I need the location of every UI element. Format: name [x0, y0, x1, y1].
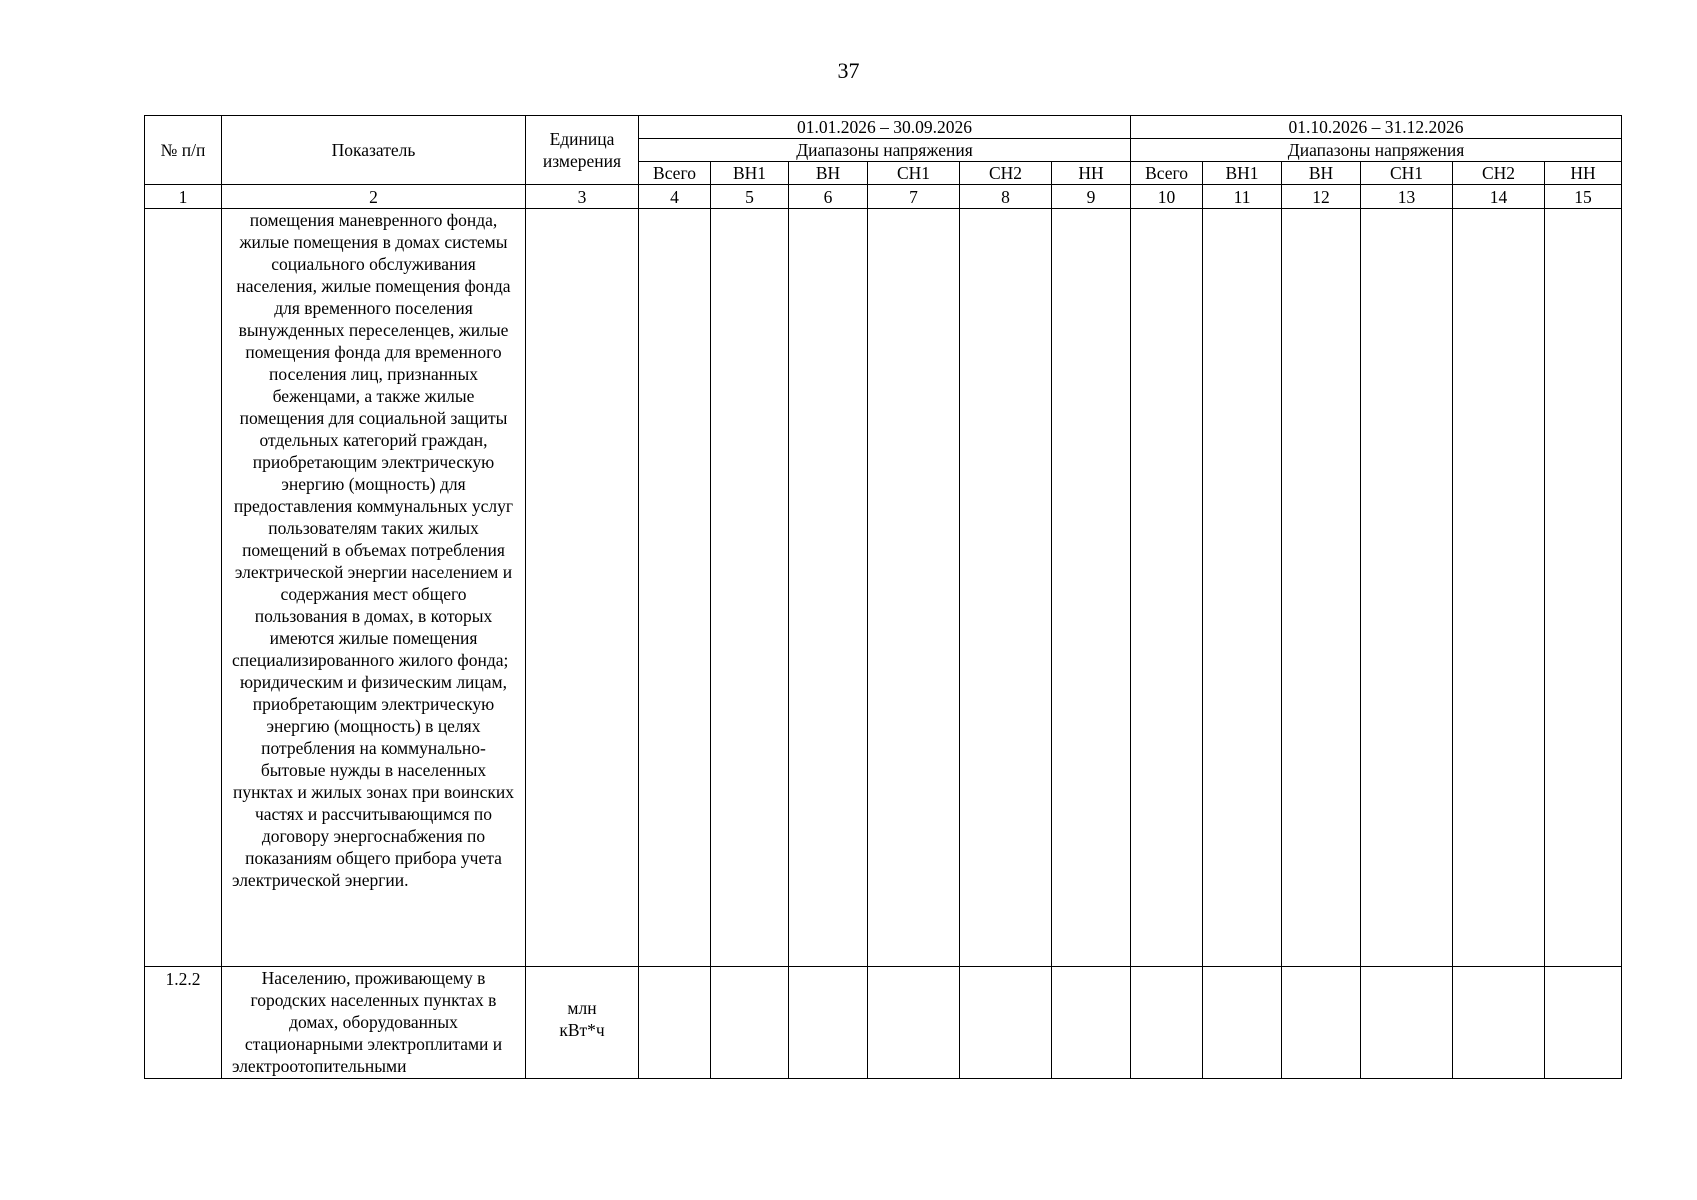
value-cell	[789, 209, 868, 967]
header-col-total: Всего	[639, 162, 711, 185]
row-number	[145, 209, 222, 967]
value-cell	[1203, 967, 1282, 1079]
value-cell	[1131, 209, 1203, 967]
column-number: 8	[960, 185, 1052, 209]
row-unit	[526, 209, 639, 967]
column-number: 14	[1453, 185, 1545, 209]
value-cell	[639, 209, 711, 967]
value-cell	[711, 967, 789, 1079]
header-col-nn: НН	[1545, 162, 1622, 185]
header-voltage-ranges-2: Диапазоны напряжения	[1131, 139, 1622, 162]
column-number: 2	[222, 185, 526, 209]
header-row-periods	[145, 116, 1622, 139]
column-number: 6	[789, 185, 868, 209]
column-number: 9	[1052, 185, 1131, 209]
header-col-vn1: ВН1	[1203, 162, 1282, 185]
header-col-total: Всего	[1131, 162, 1203, 185]
table-row	[145, 967, 1622, 1079]
description-paragraph: Населению, проживающему в городских населенных пунктах в домах, оборудованных стационарными электроплитами и электроотопительными	[232, 968, 503, 1076]
column-number: 1	[145, 185, 222, 209]
value-cell	[1361, 209, 1453, 967]
value-cell	[711, 209, 789, 967]
description-paragraph: юридическим и физическим лицам, приобретающим электрическую энергию (мощность) в целях потребления на коммунально-бытовые нужды в населенных пунктах и жилых зонах при воинских частях и рассчитывающимся по договору энергоснабжения по показаниям общего прибора учета электрической энергии.	[232, 672, 514, 890]
column-number: 4	[639, 185, 711, 209]
row-unit	[526, 967, 639, 1079]
column-number: 5	[711, 185, 789, 209]
header-voltage-ranges-1: Диапазоны напряжения	[639, 139, 1131, 162]
column-number: 3	[526, 185, 639, 209]
header-unit: Единица измерения	[526, 116, 639, 185]
column-number-row	[145, 185, 1622, 209]
header-indicator: Показатель	[222, 116, 526, 185]
value-cell	[1203, 209, 1282, 967]
column-number: 7	[868, 185, 960, 209]
row-description	[222, 209, 526, 967]
row-number: 1.2.2	[145, 967, 222, 1079]
header-num: № п/п	[145, 116, 222, 185]
column-number: 12	[1282, 185, 1361, 209]
value-cell	[1131, 967, 1203, 1079]
value-cell	[1282, 967, 1361, 1079]
value-cell	[1453, 209, 1545, 967]
header-period-2: 01.10.2026 – 31.12.2026	[1131, 116, 1622, 139]
column-number: 11	[1203, 185, 1282, 209]
value-cell	[1545, 967, 1622, 1079]
description-paragraph: помещения маневренного фонда, жилые помещения в домах системы социального обслуживания населения, жилые помещения фонда для временного поселения вынужденных переселенцев, жилые помещения фонда для временного поселения лиц, признанных беженцами, а также жилые помещения для социальной защиты отдельных категорий граждан, приобретающим электрическую энергию (мощность) для предоставления коммунальных услуг пользователям таких жилых помещений в объемах потребления электрической энергии населением и содержания мест общего пользования в домах, в которых имеются жилые помещения специализированного жилого фонда;	[232, 210, 514, 670]
value-cell	[1052, 209, 1131, 967]
value-cell	[639, 967, 711, 1079]
table-row	[145, 209, 1622, 967]
page-number: 37	[837, 58, 860, 83]
header-col-sn1: СН1	[1361, 162, 1453, 185]
row-description	[222, 967, 526, 1079]
value-cell	[1282, 209, 1361, 967]
unit-line: млн	[567, 998, 597, 1018]
value-cell	[1052, 967, 1131, 1079]
value-cell	[789, 967, 868, 1079]
unit-line: кВт*ч	[559, 1020, 605, 1040]
tariff-table	[144, 115, 1622, 1079]
column-number: 10	[1131, 185, 1203, 209]
value-cell	[960, 967, 1052, 1079]
value-cell	[868, 209, 960, 967]
value-cell	[1453, 967, 1545, 1079]
value-cell	[960, 209, 1052, 967]
header-col-sn2: СН2	[1453, 162, 1545, 185]
value-cell	[1545, 209, 1622, 967]
header-col-vn1: ВН1	[711, 162, 789, 185]
header-col-sn1: СН1	[868, 162, 960, 185]
header-col-sn2: СН2	[960, 162, 1052, 185]
value-cell	[1361, 967, 1453, 1079]
column-number: 13	[1361, 185, 1453, 209]
header-col-vn: ВН	[789, 162, 868, 185]
header-period-1: 01.01.2026 – 30.09.2026	[639, 116, 1131, 139]
column-number: 15	[1545, 185, 1622, 209]
value-cell	[868, 967, 960, 1079]
header-col-vn: ВН	[1282, 162, 1361, 185]
header-col-nn: НН	[1052, 162, 1131, 185]
